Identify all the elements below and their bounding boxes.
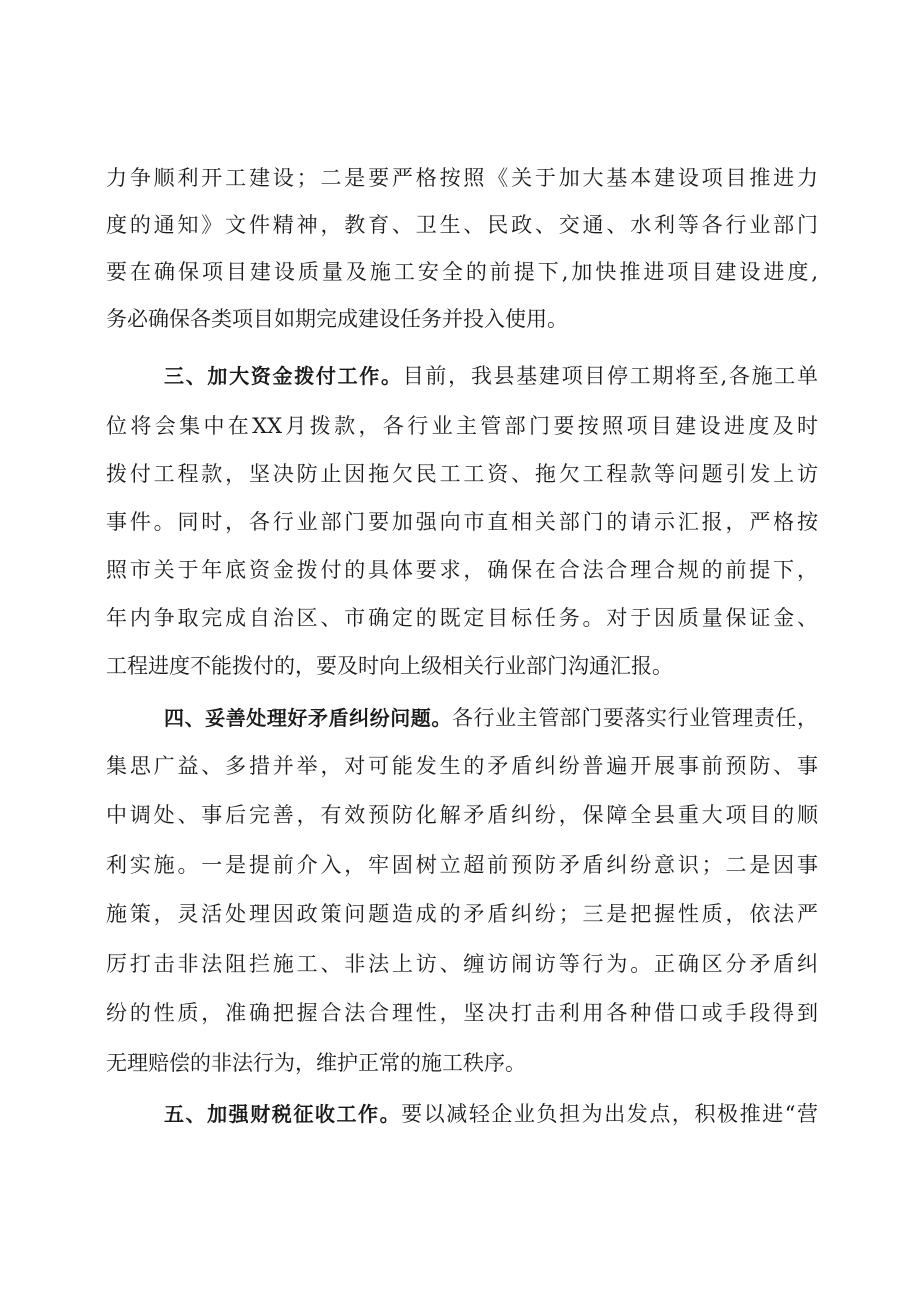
text-line: 要在确保项目建设质量及施工安全的前提下,加快推进项目建设进度,	[106, 260, 818, 284]
text-line: 厉打击非法阻拦施工、非法上访、缠访闹访等行为。正确区分矛盾纠	[106, 952, 818, 976]
text-line: 照市关于年底资金拨付的具体要求，确保在合法合理合规的前提下，	[106, 558, 818, 582]
text-line: 力争顺利开工建设；二是要严格按照《关于加大基本建设项目推进力	[106, 166, 818, 190]
text-line: 纷的性质，准确把握合法合理性，坚决打击利用各种借口或手段得到	[106, 1001, 818, 1025]
text-line: 度的通知》文件精神，教育、卫生、民政、交通、水利等各行业部门	[106, 213, 818, 237]
section-four-lead: 各行业主管部门要落实行业管理责任，	[451, 706, 819, 730]
text-line: 施策，灵活处理因政策问题造成的矛盾纠纷；三是把握性质，依法严	[106, 902, 818, 926]
section-five-first-line	[164, 1096, 818, 1132]
text-line: 利实施。一是提前介入，牢固树立超前预防矛盾纠纷意识；二是因事	[106, 853, 818, 877]
text-line: 事件。同时，各行业部门要加强向市直相关部门的请示汇报，严格按	[106, 510, 818, 534]
text-line: 拨付工程款，坚决防止因拖欠民工工资、拖欠工程款等问题引发上访	[106, 462, 818, 486]
text-line: 无理赔偿的非法行为，维护正常的施工秩序。	[106, 1051, 526, 1075]
section-four-heading: 四、妥善处理好矛盾纠纷问题。	[164, 706, 452, 730]
text-line: 工程进度不能拨付的，要及时向上级相关行业部门沟通汇报。	[106, 654, 673, 678]
section-four-first-line	[164, 700, 818, 736]
section-five-lead: 要以减轻企业负担为出发点，积极推进“营	[401, 1102, 819, 1126]
section-three-lead: 目前，我县基建项目停工期将至,各施工单	[402, 364, 819, 388]
section-five-heading: 五、加强财税征收工作。	[164, 1102, 402, 1126]
section-three-heading: 三、加大资金拨付工作。	[164, 364, 403, 388]
section-three-first-line	[164, 358, 818, 394]
text-line: 年内争取完成自治区、市确定的既定目标任务。对于因质量保证金、	[106, 606, 818, 630]
text-line: 集思广益、多措并举，对可能发生的矛盾纠纷普遍开展事前预防、事	[106, 754, 818, 778]
text-line: 务必确保各类项目如期完成建设任务并投入使用。	[106, 307, 568, 331]
text-line: 位将会集中在XX月拨款，各行业主管部门要按照项目建设进度及时	[106, 414, 818, 438]
text-line: 中调处、事后完善，有效预防化解矛盾纠纷，保障全县重大项目的顺	[106, 803, 818, 827]
